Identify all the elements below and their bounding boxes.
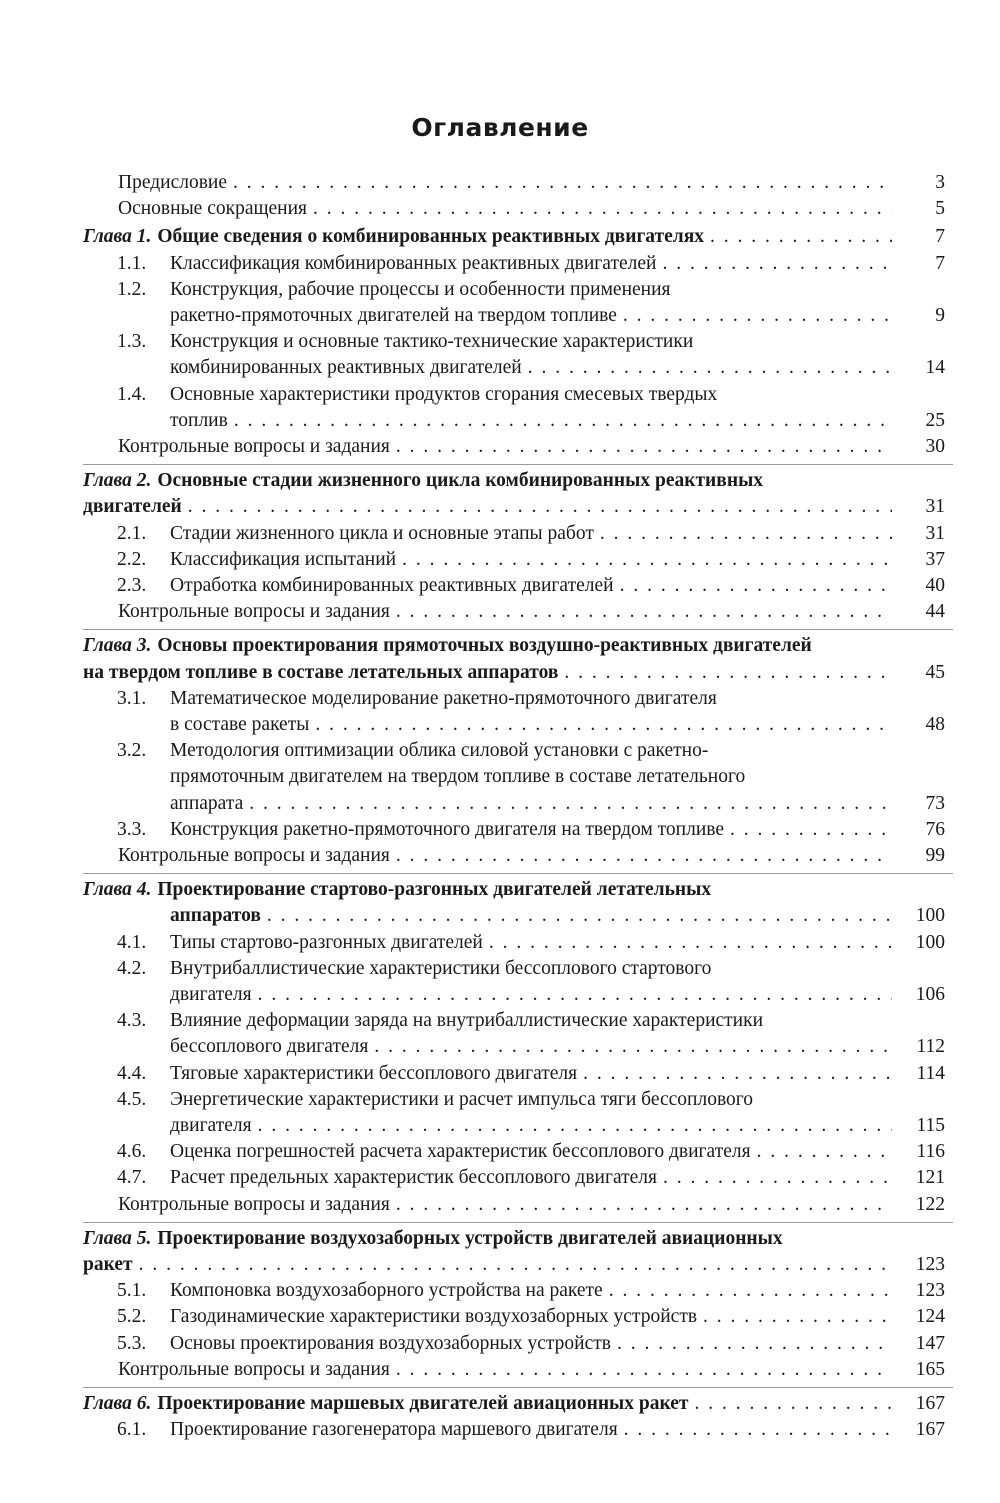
leader-dots bbox=[662, 251, 892, 277]
section-title: Оценка погрешностей расчета характеристик бессоплового двигателя bbox=[170, 1141, 751, 1163]
entry-text bbox=[170, 1113, 892, 1139]
section-title: Стадии жизненного цикла и основные этапы работ bbox=[170, 522, 594, 544]
leader-dots bbox=[624, 1417, 892, 1443]
section-title: Конструкция и основные тактико-технические характеристики bbox=[170, 331, 694, 353]
chapter-title: аппаратов bbox=[170, 905, 261, 927]
toc-section-entry[interactable] bbox=[0, 303, 1000, 329]
toc-section-entry[interactable] bbox=[0, 982, 1000, 1008]
section-number: 4.6. bbox=[117, 1141, 147, 1163]
leader-dots bbox=[710, 224, 892, 250]
section-number: 2.3. bbox=[117, 575, 147, 596]
entry-text bbox=[170, 1165, 892, 1191]
toc-section-entry[interactable] bbox=[0, 1113, 1000, 1139]
chapter-title: Общие сведения о комбинированных реактивных двигателях bbox=[157, 226, 705, 248]
chapter-heading[interactable] bbox=[0, 1391, 1000, 1417]
entry-title: Контрольные вопросы и задания bbox=[118, 436, 390, 457]
chapter-separator bbox=[83, 1387, 953, 1388]
section-title: Основы проектирования воздухозаборных устройств bbox=[170, 1332, 611, 1354]
toc-front-entry[interactable] bbox=[0, 196, 1000, 222]
leader-dots bbox=[139, 1252, 892, 1278]
chapter-label: Глава 3. bbox=[83, 635, 152, 657]
toc-title: Оглавление bbox=[411, 113, 589, 142]
page-number: 25 bbox=[925, 409, 945, 431]
entry-text bbox=[118, 843, 892, 869]
chapter-title: Проектирование воздухозаборных устройств двигателей авиационных bbox=[157, 1227, 783, 1249]
page-number: 100 bbox=[915, 931, 945, 953]
page-number: 123 bbox=[915, 1280, 945, 1302]
entry-text bbox=[170, 738, 960, 764]
entry-text bbox=[170, 547, 892, 573]
leader-dots bbox=[396, 1357, 892, 1383]
chapter-separator bbox=[83, 1222, 953, 1223]
section-number: 2.1. bbox=[117, 522, 147, 544]
section-title: Конструкция ракетно-прямоточного двигателя на твердом топливе bbox=[170, 818, 725, 840]
entry-text bbox=[170, 1087, 960, 1113]
toc-section-entry[interactable] bbox=[0, 1008, 1000, 1034]
page-number: 147 bbox=[915, 1332, 945, 1354]
leader-dots bbox=[564, 660, 892, 686]
section-number: 1.4. bbox=[117, 383, 147, 405]
toc-section-entry[interactable] bbox=[0, 355, 1000, 381]
entry-title: Контрольные вопросы и задания bbox=[118, 1358, 390, 1380]
page-number: 3 bbox=[935, 172, 945, 193]
toc-section-entry[interactable] bbox=[0, 1417, 1000, 1443]
entry-text bbox=[83, 877, 960, 903]
section-title: Расчет предельных характеристик бессоплового двигателя bbox=[170, 1167, 657, 1189]
toc-section-entry[interactable] bbox=[0, 1278, 1000, 1304]
toc-section-entry[interactable] bbox=[0, 712, 1000, 738]
chapter-heading[interactable] bbox=[0, 468, 1000, 494]
section-number: 4.3. bbox=[117, 1010, 147, 1032]
entry-text bbox=[170, 686, 960, 712]
toc-section-entry[interactable] bbox=[0, 1331, 1000, 1357]
entry-text bbox=[170, 1304, 892, 1330]
chapter-heading[interactable] bbox=[0, 1252, 1000, 1278]
entry-text bbox=[170, 1278, 892, 1304]
entry-text bbox=[83, 633, 960, 659]
entry-text bbox=[118, 599, 892, 625]
toc-section-entry[interactable] bbox=[0, 547, 1000, 573]
chapter-label: Глава 2. bbox=[83, 470, 152, 492]
chapter-title: Проектирование маршевых двигателей авиационных ракет bbox=[157, 1393, 689, 1414]
page-number: 14 bbox=[925, 357, 945, 379]
chapter-title: Основные стадии жизненного цикла комбинированных реактивных bbox=[157, 470, 764, 492]
leader-dots bbox=[188, 494, 892, 520]
entry-text bbox=[170, 930, 892, 956]
section-title: Классификация испытаний bbox=[170, 548, 397, 570]
entry-text bbox=[170, 303, 892, 329]
page-number: 48 bbox=[925, 714, 945, 735]
section-title: Математическое моделирование ракетно-прямоточного двигателя bbox=[170, 687, 717, 709]
chapter-heading[interactable] bbox=[0, 494, 1000, 520]
toc-section-entry[interactable] bbox=[0, 251, 1000, 277]
entry-text bbox=[170, 1061, 892, 1087]
entry-text bbox=[170, 382, 960, 408]
toc-section-entry[interactable] bbox=[0, 1139, 1000, 1165]
toc-section-entry[interactable] bbox=[0, 382, 1000, 408]
page-number: 37 bbox=[925, 548, 945, 570]
chapter-heading[interactable] bbox=[0, 633, 1000, 659]
page-number: 31 bbox=[925, 496, 945, 518]
section-title: Внутрибаллистические характеристики бессоплового стартового bbox=[170, 957, 712, 979]
leader-dots bbox=[396, 434, 892, 460]
section-number: 5.3. bbox=[117, 1332, 147, 1354]
chapter-title: двигателей bbox=[83, 496, 182, 518]
section-number: 3.2. bbox=[117, 740, 147, 762]
section-number: 4.5. bbox=[117, 1088, 147, 1110]
toc-section-entry[interactable] bbox=[0, 956, 1000, 982]
entry-title: Контрольные вопросы и задания bbox=[118, 1193, 390, 1215]
section-title: Методология оптимизации облика силовой установки с ракетно- bbox=[170, 740, 709, 762]
section-title: Конструкция, рабочие процессы и особенности применения bbox=[170, 278, 671, 300]
leader-dots bbox=[583, 1061, 892, 1087]
leader-dots bbox=[620, 573, 892, 599]
page-number: 7 bbox=[935, 252, 945, 274]
chapter-label: Глава 1. bbox=[83, 226, 152, 248]
toc-section-entry[interactable] bbox=[0, 738, 1000, 764]
page-number: 5 bbox=[935, 198, 945, 220]
page-number: 30 bbox=[925, 436, 945, 457]
page-number: 165 bbox=[915, 1358, 945, 1380]
leader-dots bbox=[313, 196, 892, 222]
entry-text bbox=[83, 468, 960, 494]
toc-section-entry[interactable] bbox=[0, 817, 1000, 843]
page-number: 45 bbox=[925, 661, 945, 683]
entry-text bbox=[170, 1008, 960, 1034]
entry-text bbox=[83, 1391, 892, 1417]
entry-text bbox=[170, 329, 960, 355]
section-number: 3.1. bbox=[117, 687, 147, 709]
page-number: 123 bbox=[915, 1254, 945, 1275]
section-number: 4.2. bbox=[117, 957, 147, 979]
entry-text bbox=[170, 712, 892, 738]
chapter-heading[interactable] bbox=[0, 224, 1000, 250]
entry-title: Предисловие bbox=[118, 172, 228, 193]
page-number: 9 bbox=[935, 305, 945, 326]
section-title: бессоплового двигателя bbox=[170, 1036, 369, 1058]
entry-title: Контрольные вопросы и задания bbox=[118, 845, 390, 866]
page-number: 106 bbox=[915, 984, 945, 1005]
toc-section-entry[interactable] bbox=[0, 1165, 1000, 1191]
chapter-separator bbox=[83, 629, 953, 630]
toc-questions-entry[interactable] bbox=[0, 434, 1000, 460]
entry-text bbox=[118, 1192, 892, 1218]
section-title: двигателя bbox=[170, 984, 252, 1005]
section-number: 3.3. bbox=[117, 818, 147, 840]
section-title: Классификация комбинированных реактивных двигателей bbox=[170, 252, 657, 274]
section-title: Тяговые характеристики бессоплового двигателя bbox=[170, 1062, 578, 1084]
entry-text bbox=[170, 1331, 892, 1357]
chapter-heading[interactable] bbox=[0, 903, 1000, 929]
page-number: 7 bbox=[935, 226, 945, 248]
section-title: комбинированных реактивных двигателей bbox=[170, 357, 522, 379]
page-number: 114 bbox=[916, 1062, 945, 1084]
chapter-heading[interactable] bbox=[0, 660, 1000, 686]
chapter-label: Глава 6. bbox=[83, 1393, 152, 1414]
entry-text bbox=[118, 1357, 892, 1383]
section-title: Отработка комбинированных реактивных двигателей bbox=[170, 575, 614, 596]
leader-dots bbox=[489, 930, 892, 956]
section-number: 1.3. bbox=[117, 331, 147, 353]
leader-dots bbox=[258, 1113, 892, 1139]
leader-dots bbox=[703, 1304, 892, 1330]
section-title: прямоточным двигателем на твердом топливе в составе летательного bbox=[170, 766, 746, 788]
chapter-title: Проектирование стартово-разгонных двигателей летательных bbox=[157, 879, 712, 901]
section-number: 4.7. bbox=[117, 1167, 147, 1189]
toc-section-entry[interactable] bbox=[0, 521, 1000, 547]
leader-dots bbox=[396, 599, 892, 625]
page-number: 167 bbox=[915, 1419, 945, 1441]
entry-text bbox=[83, 224, 892, 250]
leader-dots bbox=[663, 1165, 892, 1191]
entry-text bbox=[170, 408, 892, 434]
section-number: 1.1. bbox=[117, 252, 147, 274]
entry-text bbox=[170, 573, 892, 599]
entry-text bbox=[83, 1252, 892, 1278]
page-number: 116 bbox=[916, 1141, 945, 1163]
chapter-heading[interactable] bbox=[0, 1226, 1000, 1252]
entry-text bbox=[83, 660, 892, 686]
toc-section-entry[interactable] bbox=[0, 1034, 1000, 1060]
section-title: Компоновка воздухозаборного устройства на ракете bbox=[170, 1280, 603, 1302]
entry-text bbox=[170, 1417, 892, 1443]
toc-section-entry[interactable] bbox=[0, 791, 1000, 817]
entry-text bbox=[170, 764, 960, 790]
entry-text bbox=[170, 251, 892, 277]
leader-dots bbox=[396, 1192, 892, 1218]
entry-text bbox=[170, 277, 960, 303]
page-number: 122 bbox=[915, 1193, 945, 1215]
section-number: 4.4. bbox=[117, 1062, 147, 1084]
leader-dots bbox=[374, 1034, 892, 1060]
leader-dots bbox=[730, 817, 892, 843]
toc-questions-entry[interactable] bbox=[0, 1357, 1000, 1383]
entry-text bbox=[170, 817, 892, 843]
page-number: 100 bbox=[915, 905, 945, 927]
section-title: топлив bbox=[170, 409, 228, 431]
leader-dots bbox=[600, 521, 892, 547]
page-number: 40 bbox=[925, 575, 945, 596]
section-title: двигателя bbox=[170, 1115, 252, 1136]
toc-section-entry[interactable] bbox=[0, 686, 1000, 712]
section-number: 2.2. bbox=[117, 548, 147, 570]
chapter-label: Глава 4. bbox=[83, 879, 152, 901]
leader-dots bbox=[609, 1278, 892, 1304]
leader-dots bbox=[233, 170, 892, 196]
page-number: 99 bbox=[925, 845, 945, 866]
section-title: Влияние деформации заряда на внутрибаллистические характеристики bbox=[170, 1010, 764, 1032]
leader-dots bbox=[234, 408, 892, 434]
leader-dots bbox=[249, 791, 892, 817]
toc-section-entry[interactable] bbox=[0, 277, 1000, 303]
toc-questions-entry[interactable] bbox=[0, 599, 1000, 625]
page-number: 112 bbox=[916, 1036, 945, 1058]
leader-dots bbox=[267, 903, 892, 929]
page-number: 31 bbox=[925, 522, 945, 544]
page-number: 73 bbox=[925, 792, 945, 814]
entry-text bbox=[118, 434, 892, 460]
toc-section-entry[interactable] bbox=[0, 329, 1000, 355]
section-title: Типы стартово-разгонных двигателей bbox=[170, 931, 483, 953]
section-title: Газодинамические характеристики воздухозаборных устройств bbox=[170, 1306, 698, 1328]
chapter-heading[interactable] bbox=[0, 877, 1000, 903]
leader-dots bbox=[694, 1391, 892, 1417]
chapter-title: на твердом топливе в составе летательных аппаратов bbox=[83, 661, 559, 683]
page-number: 76 bbox=[925, 818, 945, 840]
entry-text bbox=[83, 1226, 960, 1252]
section-title: ракетно-прямоточных двигателей на твердом топливе bbox=[170, 305, 617, 326]
toc-section-entry[interactable] bbox=[0, 1087, 1000, 1113]
section-number: 4.1. bbox=[117, 931, 147, 953]
section-title: Энергетические характеристики и расчет импульса тяги бессоплового bbox=[170, 1088, 754, 1110]
entry-text bbox=[170, 1139, 892, 1165]
page-number: 167 bbox=[915, 1393, 945, 1414]
leader-dots bbox=[528, 355, 892, 381]
chapter-separator bbox=[83, 464, 953, 465]
toc-section-entry[interactable] bbox=[0, 764, 1000, 790]
section-title: Основные характеристики продуктов сгорания смесевых твердых bbox=[170, 383, 718, 405]
toc-questions-entry[interactable] bbox=[0, 1192, 1000, 1218]
chapter-title: ракет bbox=[83, 1254, 133, 1275]
toc-section-entry[interactable] bbox=[0, 930, 1000, 956]
page-number: 115 bbox=[916, 1115, 945, 1136]
chapter-title: Основы проектирования прямоточных воздушно-реактивных двигателей bbox=[157, 635, 812, 657]
entry-text bbox=[83, 494, 892, 520]
section-number: 5.2. bbox=[117, 1306, 147, 1328]
entry-title: Контрольные вопросы и задания bbox=[118, 601, 390, 623]
toc-front-entry[interactable] bbox=[0, 170, 1000, 196]
toc-section-entry[interactable] bbox=[0, 1061, 1000, 1087]
section-title: Проектирование газогенератора маршевого двигателя bbox=[170, 1419, 618, 1441]
leader-dots bbox=[258, 982, 892, 1008]
toc-section-entry[interactable] bbox=[0, 1304, 1000, 1330]
leader-dots bbox=[315, 712, 892, 738]
leader-dots bbox=[757, 1139, 892, 1165]
leader-dots bbox=[617, 1331, 892, 1357]
chapter-separator bbox=[83, 873, 953, 874]
entry-text bbox=[170, 982, 892, 1008]
section-title: аппарата bbox=[170, 792, 244, 814]
leader-dots bbox=[402, 547, 892, 573]
entry-text bbox=[170, 791, 892, 817]
section-number: 1.2. bbox=[117, 278, 147, 300]
entry-text bbox=[170, 355, 892, 381]
page-number: 44 bbox=[925, 601, 945, 623]
entry-title: Основные сокращения bbox=[118, 198, 307, 220]
entry-text bbox=[118, 170, 892, 196]
entry-text bbox=[118, 196, 892, 222]
entry-text bbox=[170, 903, 892, 929]
entry-text bbox=[170, 956, 960, 982]
entry-text bbox=[170, 521, 892, 547]
leader-dots bbox=[623, 303, 892, 329]
toc-questions-entry[interactable] bbox=[0, 843, 1000, 869]
leader-dots bbox=[396, 843, 892, 869]
section-number: 5.1. bbox=[117, 1280, 147, 1302]
toc-section-entry[interactable] bbox=[0, 408, 1000, 434]
section-title: в составе ракеты bbox=[170, 714, 310, 735]
page-number: 121 bbox=[915, 1167, 945, 1189]
section-number: 6.1. bbox=[117, 1419, 147, 1441]
entry-text bbox=[170, 1034, 892, 1060]
toc-section-entry[interactable] bbox=[0, 573, 1000, 599]
chapter-label: Глава 5. bbox=[83, 1227, 152, 1249]
page-number: 124 bbox=[915, 1306, 945, 1328]
